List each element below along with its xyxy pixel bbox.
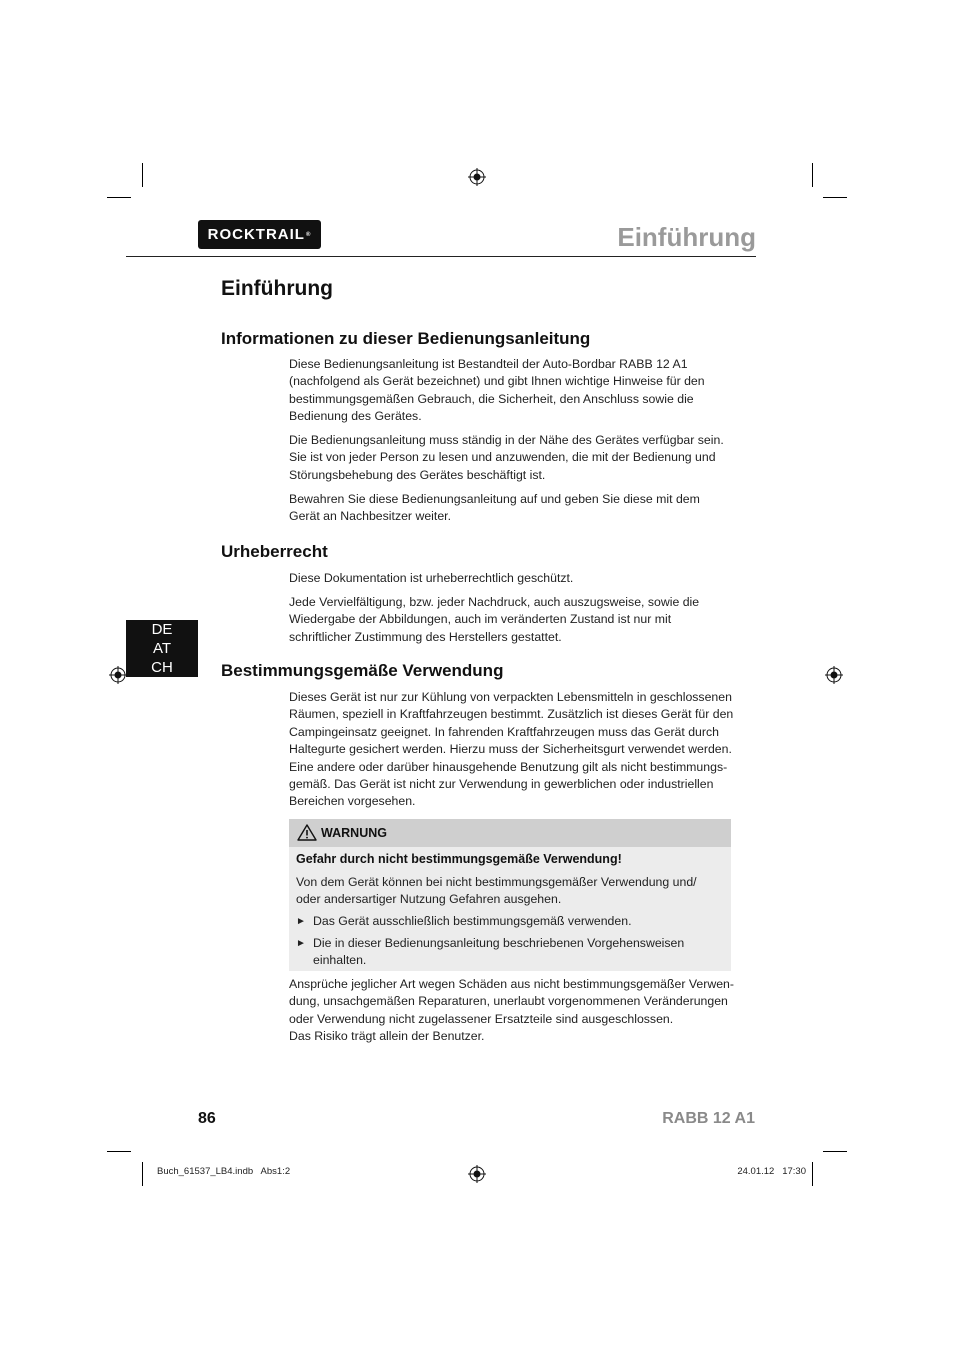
paragraph: Diese Bedienungsanleitung ist Bestandteil der Auto-Bordbar RABB 12 A1 (nachfolgend als Gerät bezeichnet) und gibt Ihnen wichtige Hinweise für den bestimmungsgemäßen Gebrauch, die Sicherheit, den Anschluss sowie die Bedienung des Gerätes.	[289, 357, 705, 424]
crop-mark	[142, 1162, 143, 1186]
warning-header	[289, 819, 731, 847]
crop-mark	[812, 1162, 813, 1186]
brand-logo-text: ROCKTRAIL	[207, 226, 305, 243]
registration-mark-icon	[109, 666, 127, 684]
section-heading: Bestimmungsgemäße Verwendung	[221, 661, 504, 680]
crop-mark	[823, 197, 847, 198]
print-slug-file: Buch_61537_LB4.indb Abs1:2	[157, 1166, 291, 1177]
paragraph: Jede Vervielfältigung, bzw. jeder Nachdruck, auch auszugsweise, sowie die Wiedergabe der Abbildungen, auch im veränderten Zustand ist nur mit schriftlicher Zustimmung des Herstellers gestattet.	[289, 595, 700, 644]
paragraph: Die Bedienungsanleitung muss ständig in der Nähe des Gerätes verfügbar sein. Sie ist von jeder Person zu lesen und anzuwenden, die mit der Bedienung und Störungsbehebung des Gerätes beschäftigt ist.	[289, 433, 724, 482]
bullet-text: Das Gerät ausschließlich bestimmungsgemäß verwenden.	[313, 914, 632, 928]
warning-label: WARNUNG	[321, 826, 387, 840]
language-code: CH	[151, 659, 173, 676]
registered-mark: ®	[305, 231, 312, 238]
crop-mark	[107, 197, 131, 198]
crop-mark	[823, 1151, 847, 1152]
brand-logo	[198, 220, 321, 249]
paragraph: Bewahren Sie diese Bedienungsanleitung auf und geben Sie diese mit dem Gerät an Nachbesitzer weiter.	[289, 492, 700, 524]
arrow-right-icon: ►	[296, 938, 306, 949]
registration-mark-icon	[468, 1165, 486, 1183]
language-code: DE	[151, 621, 173, 638]
warning-text: Von dem Gerät können bei nicht bestimmungsgemäßer Verwendung und/ oder andersartiger Nutzung Gefahren ausgehen.	[296, 875, 697, 907]
print-slug-date: 24.01.12 17:30	[737, 1166, 806, 1177]
crop-mark	[142, 163, 143, 187]
model-name: RABB 12 A1	[662, 1110, 755, 1127]
page-title: Einführung	[221, 277, 333, 300]
page-number: 86	[198, 1110, 216, 1127]
paragraph: Dieses Gerät ist nur zur Kühlung von verpackten Lebensmitteln in geschlossenen Räumen, speziell in Kraftfahrzeugen bestimmt. Zusätzlich ist dieses Gerät für den Campingeinsatz geeignet. In fahrenden Kraftfahrzeugen muss das Gerät durch Haltegurte gesichert werden. Hierzu muss der Sicherheitsgurt verwendet werden. Eine andere oder darüber hinausgehende Benutzung gilt als nicht bestimmungs- gemäß. Das Gerät ist nicht zur Verwendung in gewerblichen oder industriellen Bereichen vorgesehen.	[289, 690, 734, 809]
header-title: Einführung	[617, 222, 756, 252]
bullet-text: Die in dieser Bedienungsanleitung beschriebenen Vorgehensweisen einhalten.	[313, 936, 685, 968]
paragraph: Diese Dokumentation ist urheberrechtlich geschützt.	[289, 571, 574, 585]
paragraph: Ansprüche jeglicher Art wegen Schäden aus nicht bestimmungsgemäßer Verwen- dung, unsachgemäßen Reparaturen, unerlaubt vorgenommenen Veränderungen oder Verwendung nicht zugelassener Ersatzteile sind ausgeschlossen.	[289, 977, 734, 1026]
registration-mark-icon	[468, 168, 486, 186]
warning-box	[289, 819, 731, 971]
arrow-right-icon: ►	[296, 916, 306, 927]
crop-mark	[107, 1151, 131, 1152]
section-heading: Informationen zu dieser Bedienungsanleitung	[221, 329, 591, 348]
warning-subtitle: Gefahr durch nicht bestimmungsgemäße Verwendung!	[296, 852, 622, 866]
header-divider	[126, 256, 756, 257]
registration-mark-icon	[825, 666, 843, 684]
crop-mark	[812, 163, 813, 187]
paragraph: Das Risiko trägt allein der Benutzer.	[289, 1029, 485, 1043]
language-code: AT	[152, 640, 172, 657]
warning-triangle-icon	[297, 824, 317, 841]
language-tab	[126, 620, 198, 677]
section-heading: Urheberrecht	[221, 542, 328, 561]
